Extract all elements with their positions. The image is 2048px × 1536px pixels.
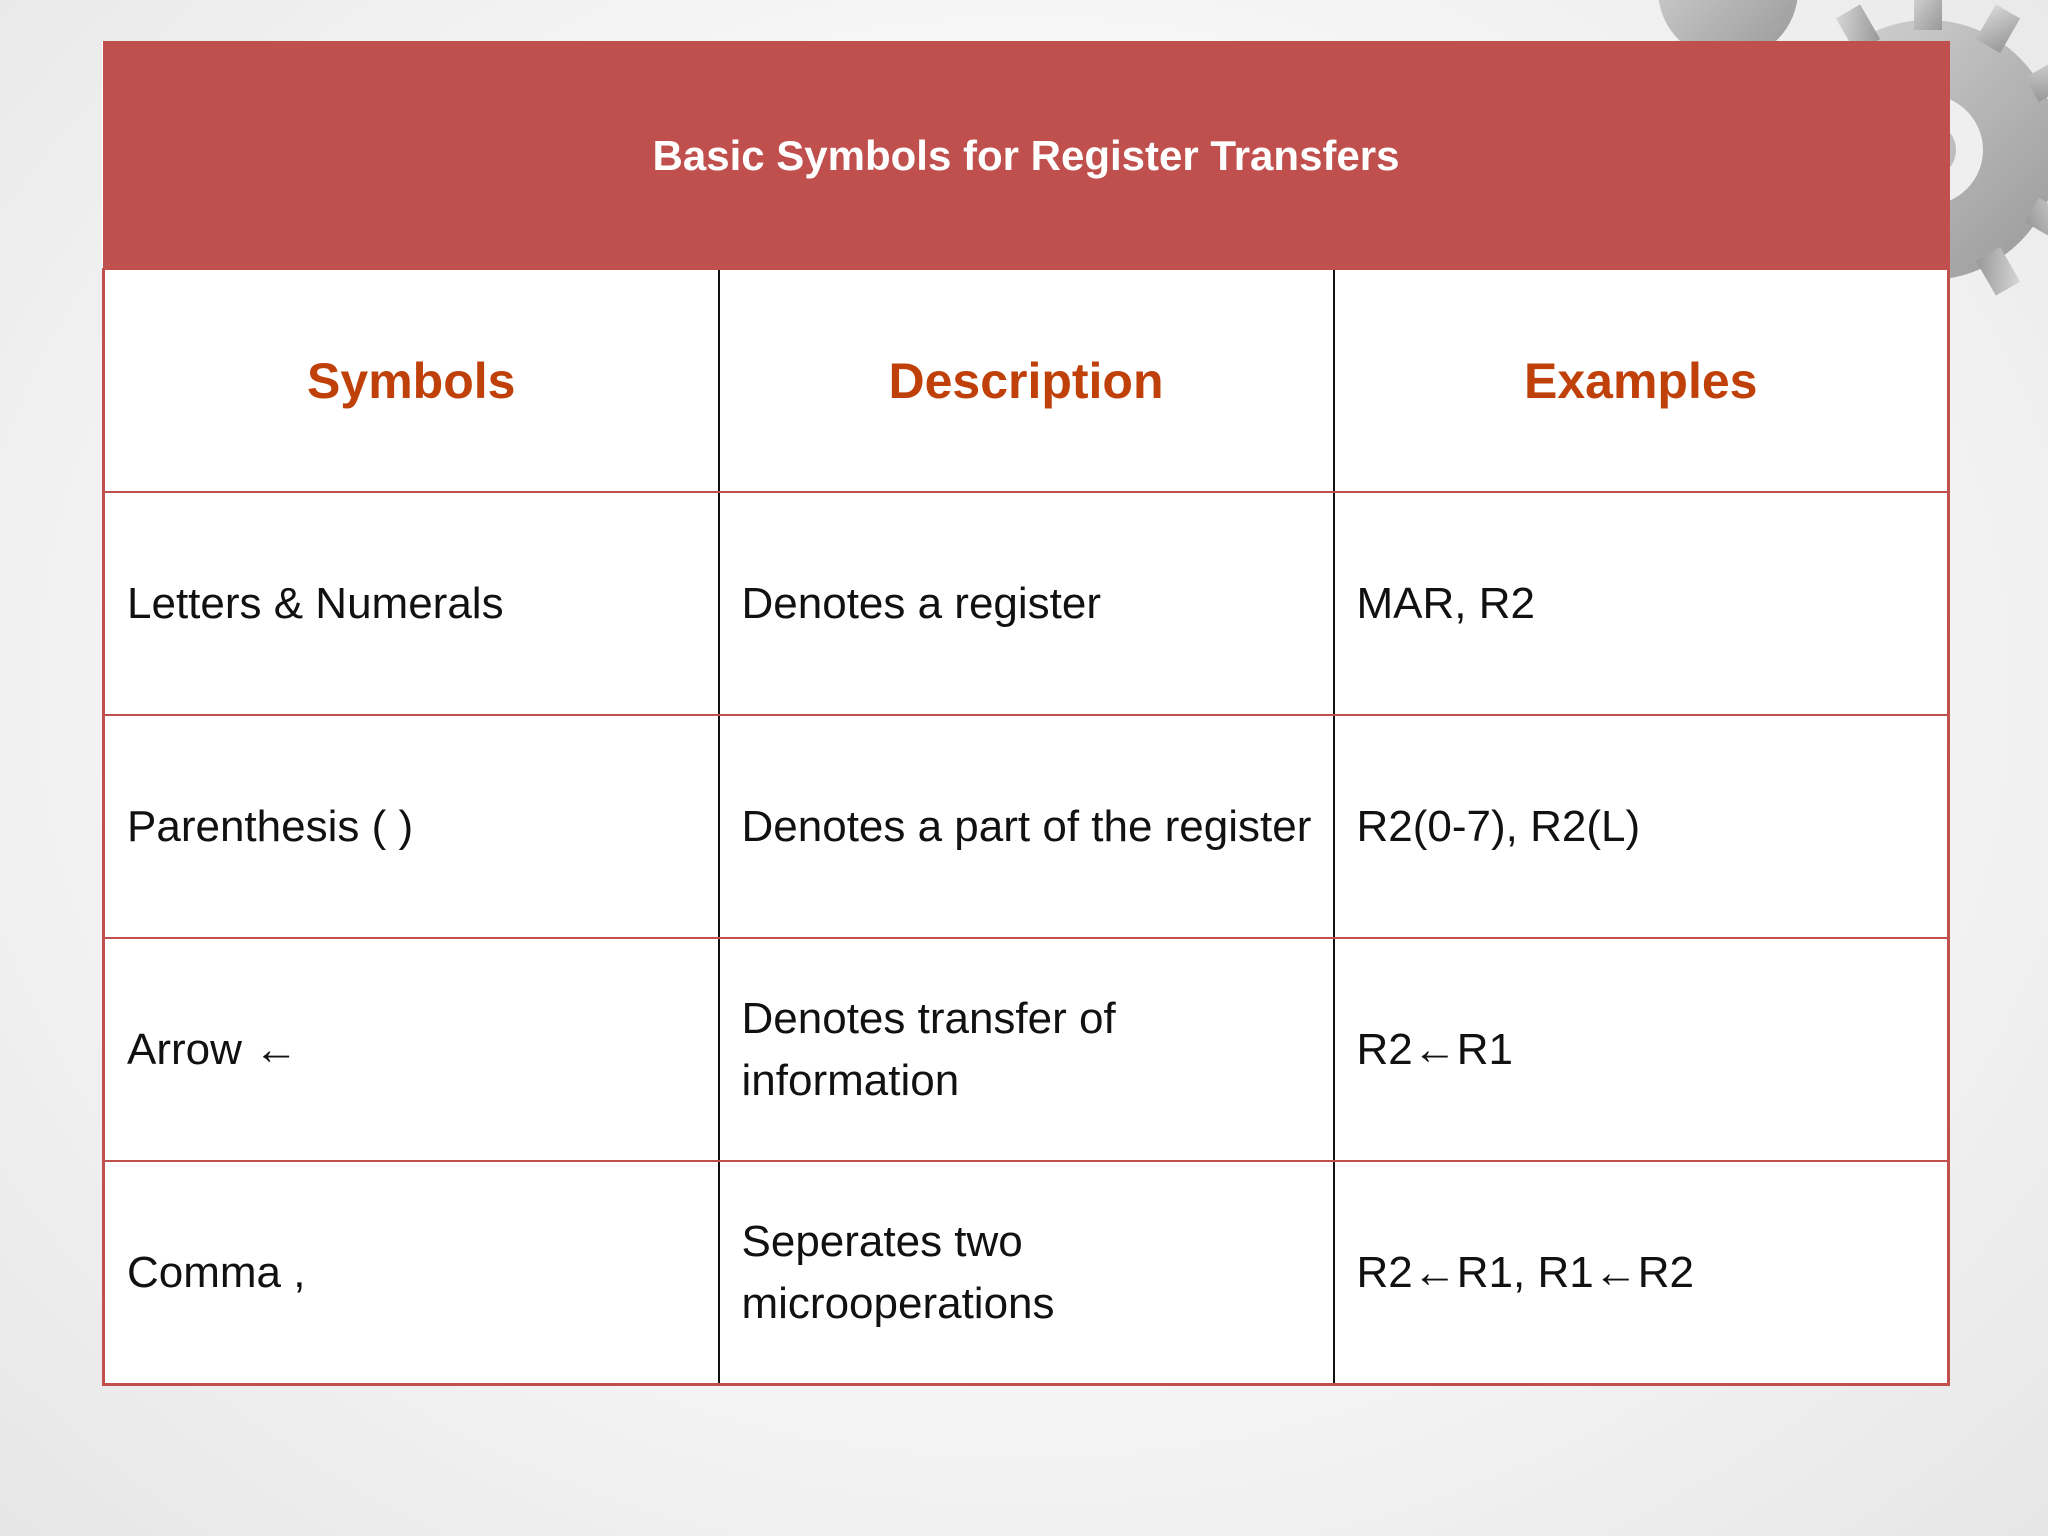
description-cell: Denotes a register <box>719 492 1334 715</box>
example-cell: R2(0-7), R2(L) <box>1334 715 1949 938</box>
description-cell: Seperates two microoperations <box>719 1161 1334 1385</box>
table-row <box>104 938 1949 1161</box>
symbol-cell: Parenthesis ( ) <box>104 715 719 938</box>
description-cell: Denotes a part of the register <box>719 715 1334 938</box>
symbol-cell: Comma , <box>104 1161 719 1385</box>
example-cell: R2←R1, R1←R2 <box>1334 1161 1949 1385</box>
title-row <box>104 42 1949 269</box>
register-symbols-table <box>102 41 1950 1386</box>
header-symbols: Symbols <box>104 269 719 492</box>
header-examples: Examples <box>1334 269 1949 492</box>
description-cell: Denotes transfer of information <box>719 938 1334 1161</box>
slide-title: Basic Symbols for Register Transfers <box>104 42 1949 269</box>
column-header-row <box>104 269 1949 492</box>
table-row <box>104 715 1949 938</box>
symbol-cell: Arrow ← <box>104 938 719 1161</box>
example-cell: MAR, R2 <box>1334 492 1949 715</box>
symbol-cell: Letters & Numerals <box>104 492 719 715</box>
header-description: Description <box>719 269 1334 492</box>
example-cell: R2←R1 <box>1334 938 1949 1161</box>
table-row <box>104 1161 1949 1385</box>
table-row <box>104 492 1949 715</box>
